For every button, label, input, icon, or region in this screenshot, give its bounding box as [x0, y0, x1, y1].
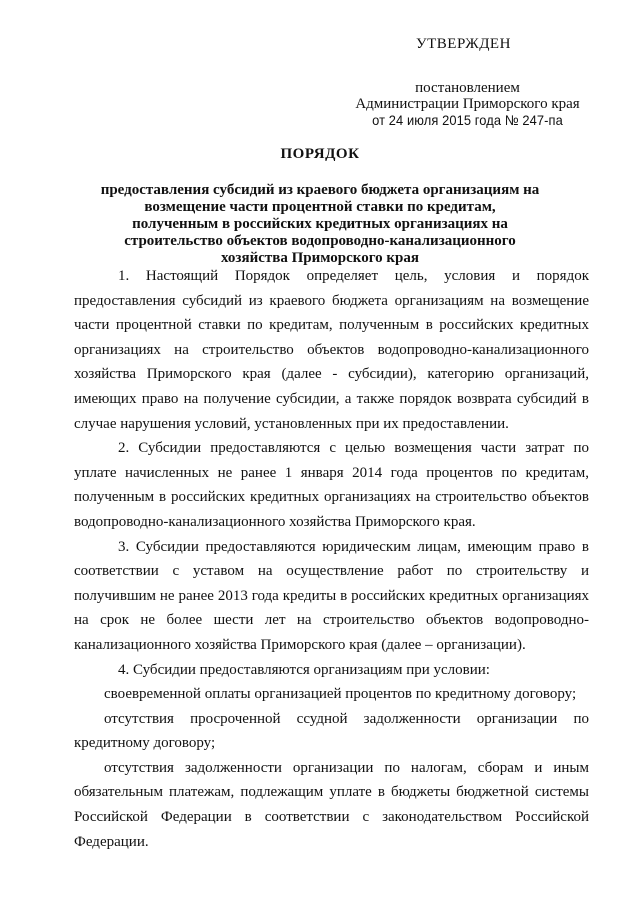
approval-line-date-number: от 24 июля 2015 года № 247-па: [372, 112, 563, 128]
approval-line-resolution: постановлением: [415, 80, 520, 96]
condition-item-2: отсутствия просроченной ссудной задолженности организации по кредитному договору;: [74, 710, 589, 752]
paragraph-2: 2. Субсидии предоставляются с целью возмещения части затрат по уплате начисленных не ранее 1 января 2014 года процентов по кредитам, полученным в российских кредитных организациях на строительство объектов водопроводно-канализационного хозяйства Приморского края.: [74, 440, 589, 530]
approval-line-authority: Администрации Приморского края: [355, 96, 580, 112]
document-title: ПОРЯДОК: [280, 146, 360, 162]
document-subtitle: предоставления субсидий из краевого бюджета организациям на возмещение части процентной ставки по кредитам, полученным в российских кредитных организациях на строительство объектов водопроводно-канализационного хозяйства Приморского края: [100, 182, 540, 266]
document-body: [74, 264, 589, 854]
paragraph-4: 4. Субсидии предоставляются организациям при условии:: [118, 661, 490, 678]
condition-item-1: своевременной оплаты организацией процентов по кредитному договору;: [104, 686, 577, 703]
paragraph-3: 3. Субсидии предоставляются юридическим лицам, имеющим право в соответствии с уставом на осуществление работ по строительству и получившим не ранее 2013 года кредиты в российских кредитных организациях на срок не более шести лет на строительство объектов водопроводно-канализационного хозяйства Приморского края (далее – организации).: [74, 538, 589, 653]
condition-item-3: отсутствия задолженности организации по налогам, сборам и иным обязательным платежам, подлежащим уплате в бюджеты бюджетной системы Российской Федерации в соответствии с законодательством Российской Федерации.: [74, 759, 589, 850]
approval-stamp-heading: УТВЕРЖДЕН: [416, 36, 511, 52]
approval-details: [330, 80, 605, 128]
paragraph-1: 1. Настоящий Порядок определяет цель, условия и порядок предоставления субсидий из краевого бюджета организациям на возмещение части процентной ставки по кредитам, полученным в российских кредитных организациях на строительство объектов водопроводно-канализационного хозяйства Приморского края (далее - субсидии), категорию организаций, имеющих право на получение субсидии, а также порядок возврата субсидий в случае нарушения условий, установленных при их предоставлении.: [74, 268, 589, 432]
